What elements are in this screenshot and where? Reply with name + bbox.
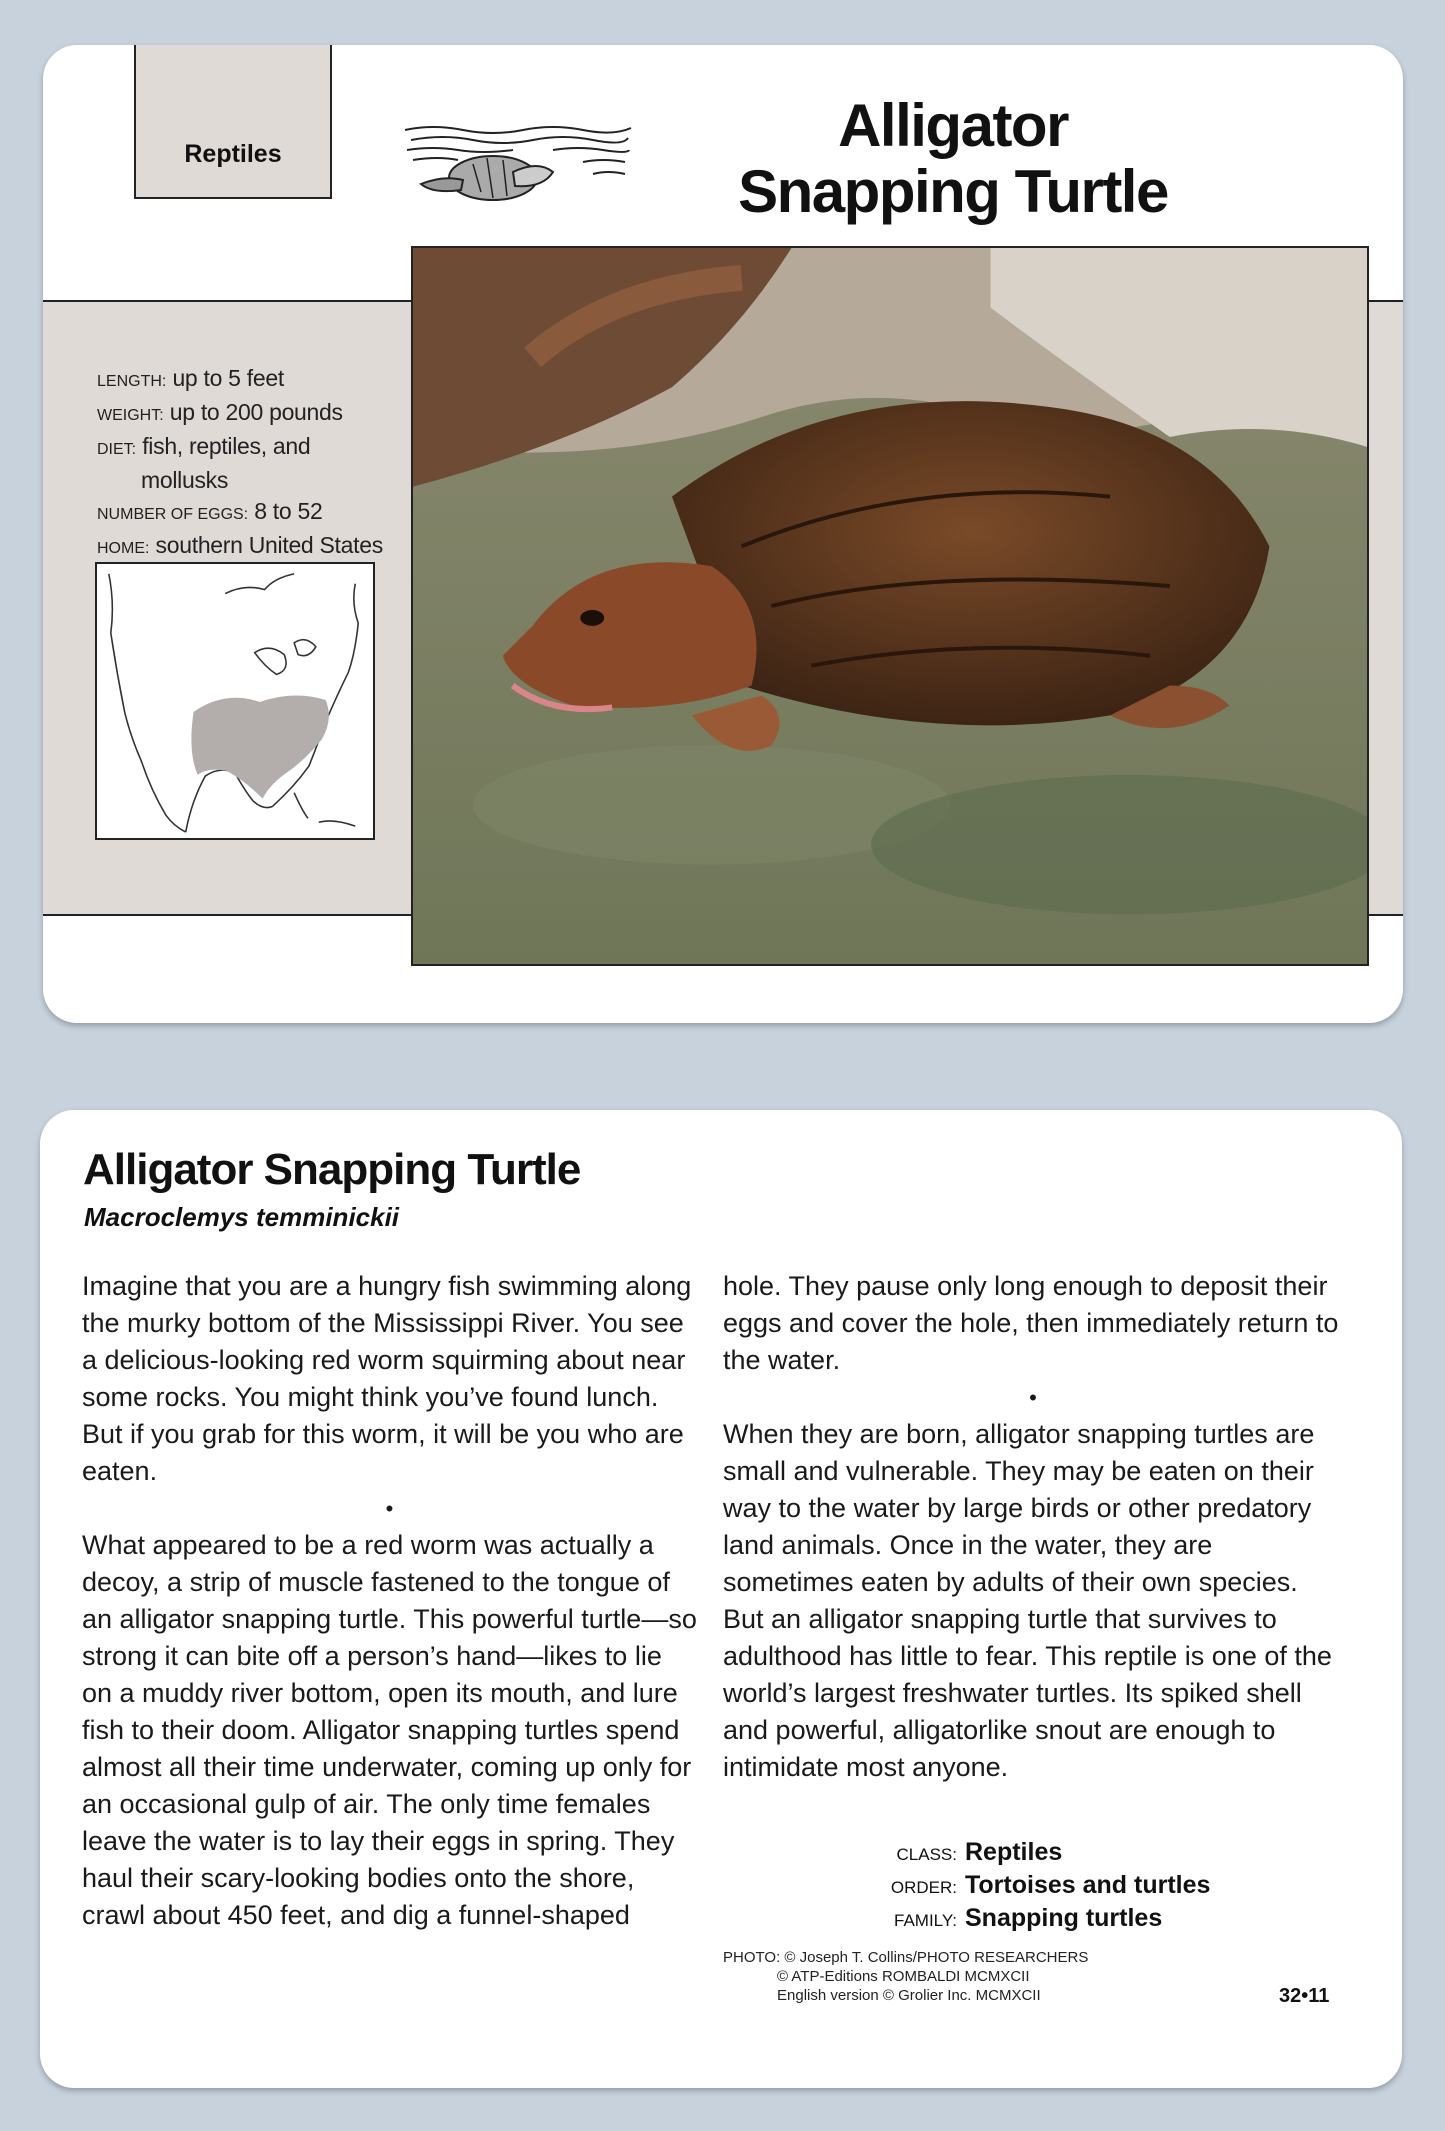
stat-diet: DIET: fish, reptiles, and mollusks [97, 433, 311, 493]
title-line-1: Alligator [838, 92, 1068, 159]
photo-credits: PHOTO: © Joseph T. Collins/PHOTO RESEARCHERS © ATP-Editions ROMBALDI MCMXCII English version © Grolier Inc. MCMXCII [723, 1949, 1089, 2004]
class-row: CLASS: Reptiles [896, 1838, 1063, 1866]
card-back [40, 1110, 1402, 2088]
back-title: Alligator Snapping Turtle [83, 1145, 581, 1194]
habitat-icon [403, 120, 633, 220]
paragraph: hole. They pause only long enough to deposit their eggs and cover the hole, then immediately return to the water. [723, 1271, 1339, 1375]
card-front [43, 45, 1403, 1023]
stat-home: HOME: southern United States [97, 532, 383, 558]
card-title [643, 93, 1263, 225]
range-shade [191, 696, 328, 799]
classification [885, 1837, 1210, 1936]
range-map [95, 562, 375, 840]
category-tab [134, 45, 332, 199]
order-row: ORDER: Tortoises and turtles [890, 1871, 1211, 1899]
family-row: FAMILY: Snapping turtles [894, 1904, 1163, 1932]
card-number: 32•11 [1279, 1985, 1330, 2007]
bullet-separator: • [1029, 1385, 1037, 1410]
stat-weight: WEIGHT: up to 200 pounds [97, 399, 343, 425]
stat-eggs: NUMBER OF EGGS: 8 to 52 [97, 498, 323, 524]
paragraph: Imagine that you are a hungry fish swimming along the murky bottom of the Mississippi River. You see a delicious-looking red worm squirming about near some rocks. You might think you’ve found lunch. But if you grab for this worm, it will be you who are eaten. [82, 1271, 692, 1486]
paragraph: When they are born, alligator snapping turtles are small and vulnerable. They may be eaten on their way to the water by large birds or other predatory land animals. Once in the water, they are sometimes eaten by adults of their own species. But an alligator snapping turtle that survives to adulthood has little to fear. This reptile is one of the world’s largest freshwater turtles. Its spiked shell and powerful, alligatorlike snout are enough to intimidate most anyone. [723, 1419, 1332, 1782]
scientific-name: Macroclemys temminickii [84, 1202, 400, 1232]
bullet-separator: • [385, 1496, 394, 1521]
text-column-left [82, 1268, 697, 1934]
turtle-photo [411, 246, 1369, 966]
text-column-right [723, 1268, 1343, 1786]
stats-list [97, 363, 427, 564]
paragraph: What appeared to be a red worm was actually a decoy, a strip of muscle fastened to the tongue of an alligator snapping turtle. This powerful turtle—so strong it can bite off a person’s hand—likes to lie on a muddy river bottom, open its mouth, and lure fish to their doom. Alligator snapping turtles spend almost all their time underwater, coming up only for an occasional gulp of air. The only time females leave the water is to lay their eggs in spring. They haul their scary-looking bodies onto the shore, crawl about 450 feet, and dig a funnel-shaped [82, 1530, 697, 1930]
stat-length: LENGTH: up to 5 feet [97, 365, 284, 391]
title-line-2: Snapping Turtle [738, 158, 1168, 225]
category-label: Reptiles [184, 140, 282, 168]
